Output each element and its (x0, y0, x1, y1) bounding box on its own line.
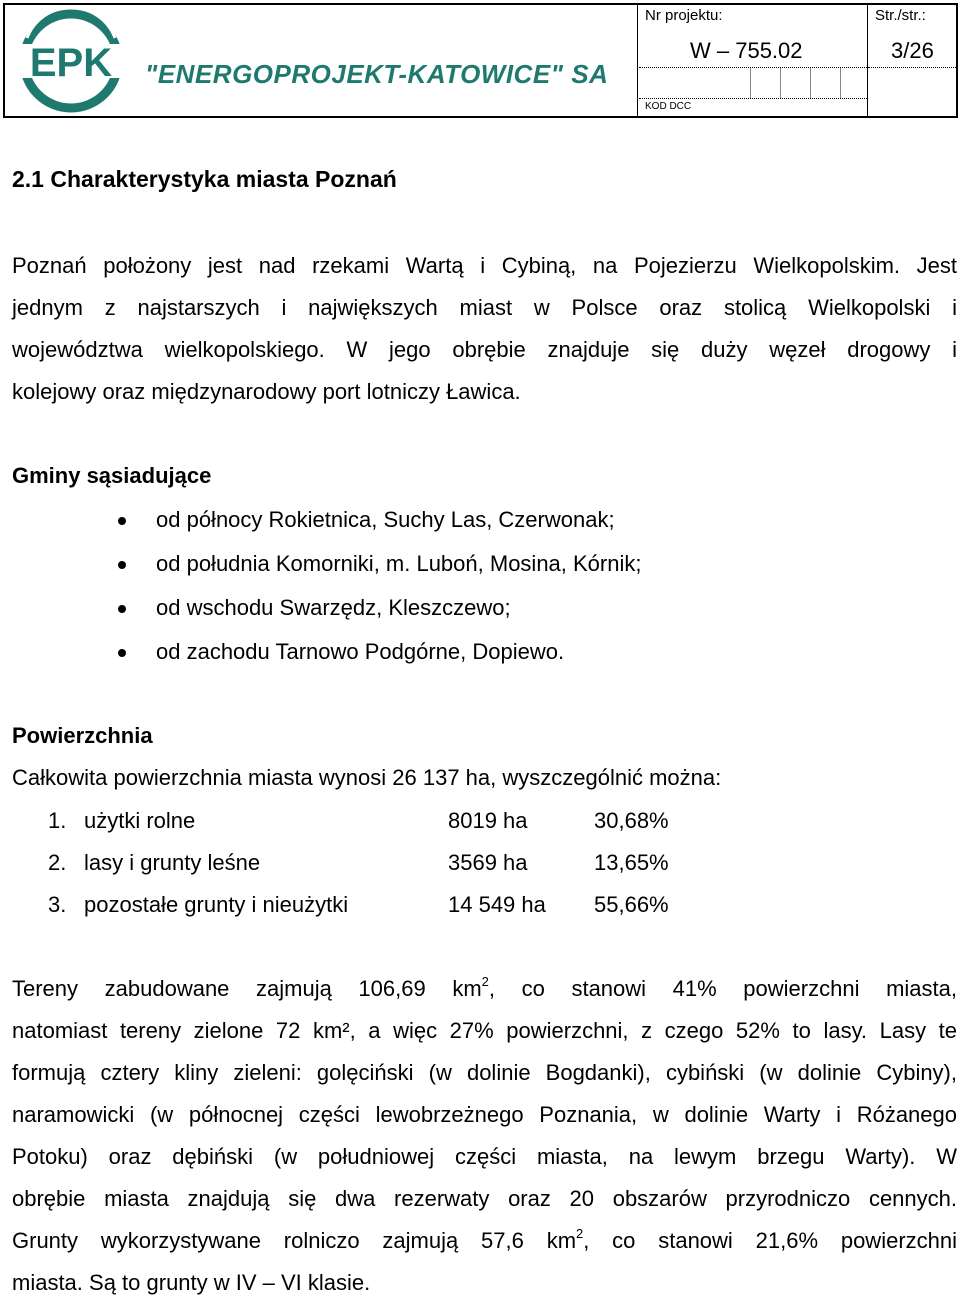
closing-line: obrębie miasta znajdują się dwa rezerwaty oraz 20 obszarów przyrodniczo cennych. (12, 1186, 957, 1211)
row-hectares: 8019 ha (448, 808, 528, 833)
bullet (118, 561, 126, 569)
closing-line: naramowicki (w północnej części lewobrzeżnego Poznania, w dolinie Warty i Różanego (12, 1102, 957, 1127)
neighbor-item: od południa Komorniki, m. Luboń, Mosina, Kórnik; (156, 551, 642, 576)
section-title: 2.1 Charakterystyka miasta Poznań (12, 166, 397, 192)
bullet (118, 649, 126, 657)
page-value: 3/26 (891, 38, 934, 63)
code-cell-divider (780, 68, 781, 98)
code-cell-divider (840, 68, 841, 98)
company-name: "ENERGOPROJEKT-KATOWICE" SA (145, 59, 609, 89)
intro-line: Poznań położony jest nad rzekami Wartą i Cybiną, na Pojezierzu Wielkopolskim. Jest (12, 253, 957, 278)
row-percent: 30,68% (594, 808, 669, 833)
project-number-label: Nr projektu: (645, 7, 723, 24)
intro-line: jednym z najstarszych i największych miast w Polsce oraz stolicą Wielkopolski i (12, 295, 957, 320)
closing-line: Potoku) oraz dębiński (w południowej części miasta, na lewym brzegu Warty). W (12, 1144, 957, 1169)
closing-line: miasta. Są to grunty w IV – VI klasie. (12, 1270, 371, 1295)
bullet (118, 517, 126, 525)
row-hectares: 14 549 ha (448, 892, 546, 917)
superscript: 2 (576, 1226, 584, 1241)
closing-text: Tereny zabudowane zajmują 106,69 km (12, 976, 482, 1001)
area-heading: Powierzchnia (12, 723, 153, 748)
superscript: 2 (481, 974, 489, 989)
kod-dcc-label: KOD DCC (645, 101, 692, 112)
row-percent: 13,65% (594, 850, 669, 875)
dotted-rule (868, 67, 958, 68)
logo-text: EPK (29, 41, 113, 85)
row-number: 3. (48, 892, 67, 917)
epk-logo-icon (13, 8, 129, 114)
code-cell-divider (750, 68, 751, 98)
row-name: pozostałe grunty i nieużytki (84, 892, 349, 917)
code-cell-divider (810, 68, 811, 98)
page-label: Str./str.: (875, 7, 926, 24)
closing-text: Grunty wykorzystywane rolniczo zajmują 57,6 km (12, 1228, 577, 1253)
neighbor-item: od zachodu Tarnowo Podgórne, Dopiewo. (156, 639, 565, 664)
row-name: lasy i grunty leśne (84, 850, 261, 875)
dotted-rule (639, 98, 867, 99)
row-percent: 55,66% (594, 892, 669, 917)
intro-line: kolejowy oraz międzynarodowy port lotniczy Ławica. (12, 379, 521, 404)
row-number: 1. (48, 808, 67, 833)
neighbor-item: od północy Rokietnica, Suchy Las, Czerwonak; (156, 507, 615, 532)
row-hectares: 3569 ha (448, 850, 528, 875)
header-divider (867, 5, 868, 116)
closing-line (12, 1228, 957, 1254)
header-divider (637, 5, 638, 116)
dotted-rule (639, 67, 867, 68)
area-intro: Całkowita powierzchnia miasta wynosi 26 137 ha, wyszczególnić można: (12, 765, 722, 790)
row-number: 2. (48, 850, 67, 875)
closing-text: , co stanowi 21,6% powierzchni (583, 1228, 957, 1253)
document-header (3, 3, 958, 118)
closing-line: formują cztery kliny zieleni: golęciński (w dolinie Bogdanki), cybiński (w dolinie Cybiny), (12, 1060, 957, 1085)
closing-text: , co stanowi 41% powierzchni miasta, (488, 976, 957, 1001)
bullet (118, 605, 126, 613)
row-name: użytki rolne (84, 808, 196, 833)
neighbor-item: od wschodu Swarzędz, Kleszczewo; (156, 595, 511, 620)
neighbors-heading: Gminy sąsiadujące (12, 463, 212, 488)
project-number-value: W – 755.02 (690, 38, 803, 63)
closing-line (12, 976, 957, 1002)
closing-line: natomiast tereny zielone 72 km², a więc 27% powierzchni, z czego 52% to lasy. Lasy te (12, 1018, 957, 1043)
intro-line: województwa wielkopolskiego. W jego obrębie znajduje się duży węzeł drogowy i (12, 337, 957, 362)
